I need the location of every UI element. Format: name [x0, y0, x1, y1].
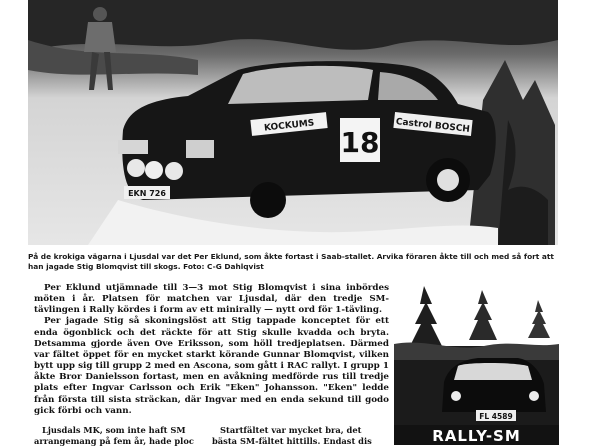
- article-column-right: [212, 425, 377, 446]
- front-licence-plate: EKN 726: [128, 189, 166, 198]
- sticker-left-text: KOCKUMS: [263, 118, 315, 134]
- side-rally-car: [442, 358, 546, 421]
- article-paragraph-2: Per jagade Stig så skoningslöst att Stig tappade konceptet för ett enda ögonblick och det räckte för att Stig skulle kvadda och bryta. Detsamma gjorde även Ove Eriksson, som höll tredjeplatsen. Därmed var fältet öppet för en mycket starkt körande Gunnar Blomqvist, vilken bytt upp sig till grupp 2 med en Ascona, som gått i RAC rallyt. I grupp 1 åkte Bror Danielsson fortast, men en avåkning medförde rus till tredje plats efter Ingvar Carlsson och Erik "Eken" Johansson. "Eken" ledde från första till sista sträckan, där Ingvar med en enda sekund till godo gick förbi och vann.: [34, 316, 389, 416]
- column-left-text: Ljusdals MK, som inte haft SM arrangemang på fem år, hade ploc: [34, 425, 194, 446]
- rally-sm-banner: RALLY-SM: [394, 425, 559, 445]
- article-column-left: [34, 425, 199, 446]
- side-rally-photo: [394, 286, 559, 445]
- main-rally-photo: [28, 0, 558, 245]
- column-right-text: Startfältet var mycket bra, det bästa SM-fältet hittills. Endast dis: [212, 425, 372, 446]
- article-paragraph-1: Per Eklund utjämnade till 3—3 mot Stig Blomqvist i sina inbördes möten i år. Platsen för matchen var Ljusdal, där den tredje SM-tävlingen i Rally kördes i form av ett minirally — nytt ord för 1-tävling.: [34, 283, 389, 316]
- article-body: [34, 283, 389, 417]
- side-licence-plate: FL 4589: [479, 412, 513, 421]
- sticker-right-text: Castrol BOSCH: [395, 117, 471, 135]
- car-number: 18: [340, 126, 380, 159]
- photo-caption: På de krokiga vägarna i Ljusdal var det Per Eklund, som åkte fortast i Saab-stallet. Arvika föraren åkte till och med så fort att han jagade Stig Blomqvist till skogs. Foto: C-G Dahlqvist: [28, 252, 554, 271]
